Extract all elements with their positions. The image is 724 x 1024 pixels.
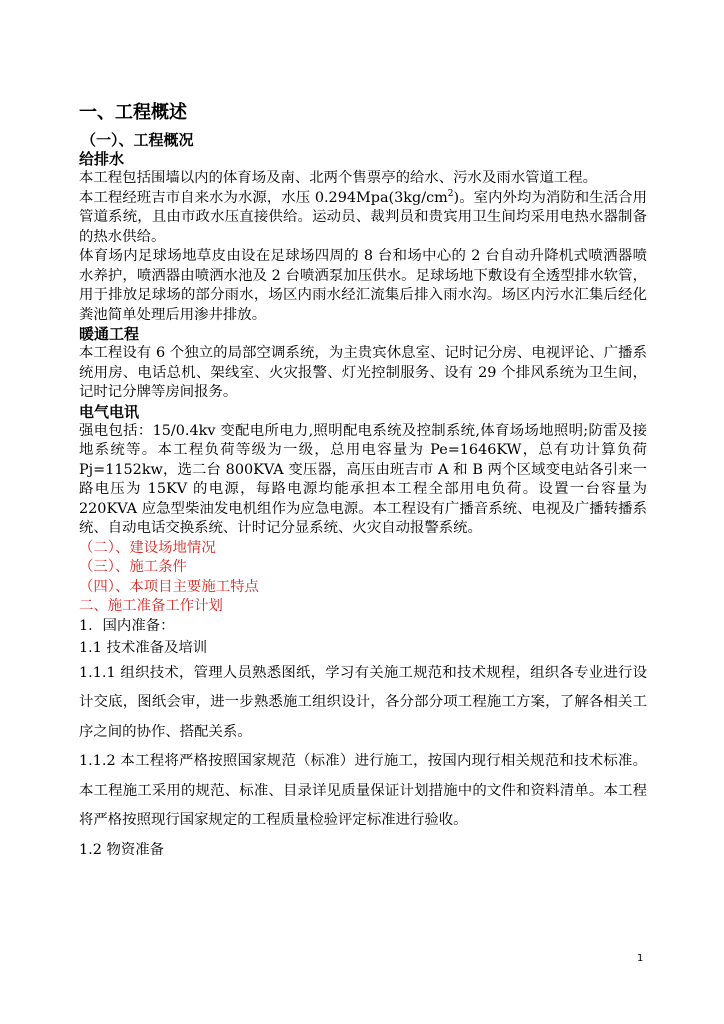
hvac-paragraph: 本工程设有 6 个独立的局部空调系统，为主贵宾休息室、记时记分房、电视评论、广播系统用房、电话总机、架线室、火灾报警、灯光控制服务、设有 29 个排风系统为卫生间，记时记分牌等房间报务。 bbox=[79, 345, 647, 400]
water-paragraph-2-part-b: )。室内外均为消防和生活合用管道系统，且由市政水压直接供给。运动员、裁判员和贵宾用卫生间均采用电热水器制备的热水供给。 bbox=[79, 189, 647, 245]
subheading-water: 给排水 bbox=[79, 150, 125, 168]
tech-heading: 1.1 技术准备及培训 bbox=[79, 640, 208, 656]
subheading-electrical: 电气电讯 bbox=[79, 402, 140, 421]
water-paragraph-1: 本工程包括围墙以内的体育场及南、北两个售票亭的给水、污水及雨水管道工程。 bbox=[79, 170, 598, 186]
red-heading-site: （二）、建设场地情况 bbox=[79, 539, 216, 556]
superscript: 2 bbox=[447, 188, 454, 199]
paragraph-1-1-1: 1.1.1 组织技术，管理人员熟悉图纸，学习有关施工规范和技术规程，组织各专业进行设计交底，图纸会审，进一步熟悉施工组织设计，各分部分项工程施工方案，了解各相关工序之间的协作、搭配关系。 bbox=[79, 664, 647, 740]
chapter-title: 一、工程概述 bbox=[79, 102, 187, 123]
domestic-heading: 1．国内准备： bbox=[79, 617, 175, 634]
document-body bbox=[79, 100, 647, 865]
red-heading-prep-plan: 二、施工准备工作计划 bbox=[79, 598, 223, 614]
water-paragraph-3: 体育场内足球场地草皮由设在足球场四周的 8 台和场中心的 2 台自动升降机式喷洒器喷水养护，喷洒器由喷洒水池及 2 台喷洒泵加压供水。足球场地下敷设有全透型排水软管，用于排放足球场的部分雨水，场区内雨水经汇流集后排入雨水沟。场区内污水汇集后经化粪池简单处理后用渗井排放。 bbox=[79, 248, 647, 323]
section-heading-overview: （一）、工程概况 bbox=[81, 131, 194, 149]
water-paragraph-2-part-a: 本工程经班吉市自来水为水源，水压 0.294Mpa(3kg/cm bbox=[79, 189, 448, 206]
water-paragraph-2 bbox=[79, 189, 647, 248]
paragraph-1-1-2: 1.1.2 本工程将严格按照国家规范（标准）进行施工，按国内现行相关规范和技术标准。本工程施工采用的规范、标准、目录详见质量保证计划措施中的文件和资料清单。本工程将严格按照现行国家规定的工程质量检验评定标准进行验收。 bbox=[79, 753, 647, 828]
electrical-paragraph: 强电包括：15/0.4kv 变配电所电力,照明配电系统及控制系统,体育场场地照明;防雷及接地系统等。本工程负荷等级为一级，总用电容量为 Pe=1646KW，总有功计算负荷 Pj=1152kw，选二台 800KVA 变压器，高压由班吉市 A 和 B 两个区域变电站各引来一路电压为 15KV 的电源，每路电源均能承担本工程全部用电负荷。设置一台容量为 220KVA 应急型柴油发电机组作为应急电源。本工程设有广播音系统、电视及广播转播系统、自动电话交换系统、计时记分显系统、火灾自动报警系统。 bbox=[79, 422, 647, 536]
red-heading-conditions: （三）、施工条件 bbox=[79, 559, 187, 575]
red-heading-features: （四）、本项目主要施工特点 bbox=[79, 578, 259, 595]
subheading-hvac: 暖通工程 bbox=[79, 325, 140, 343]
materials-heading: 1.2 物资准备 bbox=[79, 841, 165, 858]
page-number: 1 bbox=[637, 953, 644, 964]
